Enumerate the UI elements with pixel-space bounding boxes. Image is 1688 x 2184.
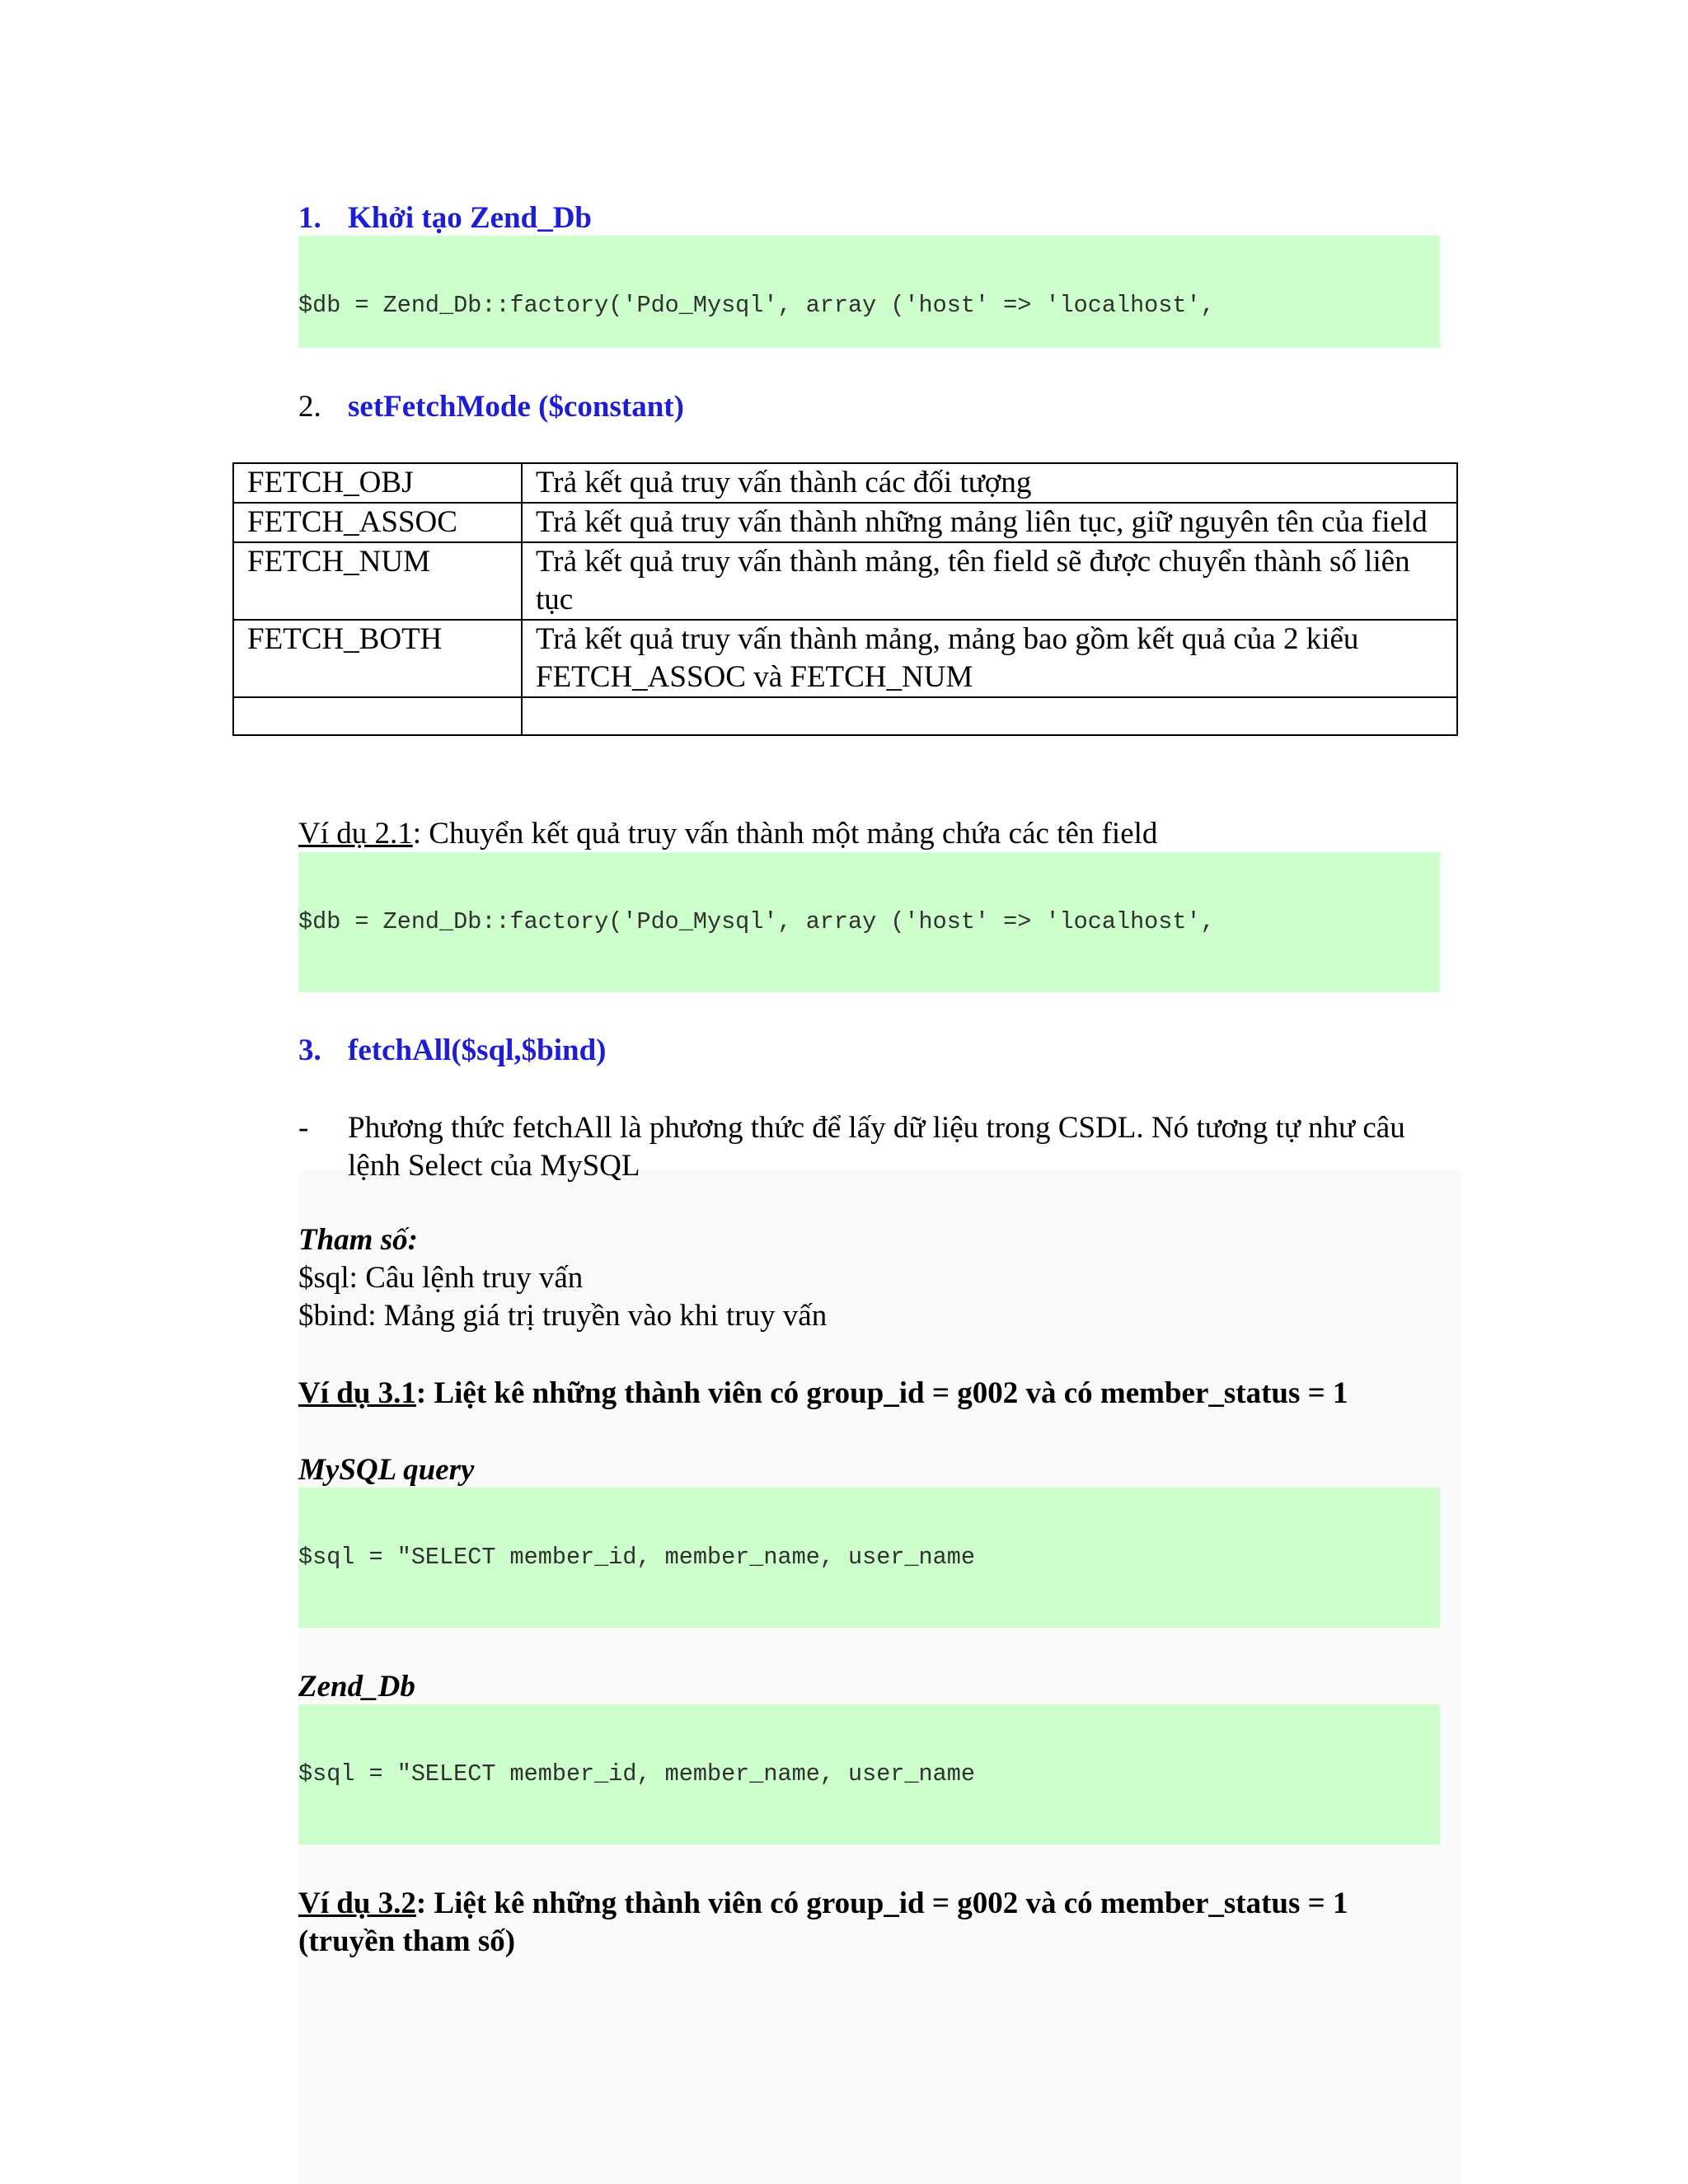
table-cell-description: Trả kết quả truy vấn thành mảng, mảng bao gồm kết quả của 2 kiểu FETCH_ASSOC và FETCH_NUM	[522, 620, 1457, 697]
table-row	[233, 463, 1457, 503]
bullet-text: Phương thức fetchAll là phương thức để lấy dữ liệu trong CSDL. Nó tương tự như câu lệnh Select của MySQL	[348, 1111, 1405, 1183]
section-3-heading	[298, 1033, 607, 1069]
table-cell-description: Trả kết quả truy vấn thành mảng, tên field sẽ được chuyển thành số liên tục	[522, 542, 1457, 620]
example-label: Ví dụ 2.1	[298, 817, 413, 851]
code-block-init	[298, 236, 1440, 348]
bullet-dash: -	[298, 1111, 309, 1145]
table-cell-description: Trả kết quả truy vấn thành các đối tượng	[522, 463, 1457, 503]
section-2-title: setFetchMode ($constant)	[348, 390, 684, 424]
example-2-1-caption	[298, 815, 1157, 853]
zend-db-title: Zend_Db	[298, 1670, 415, 1704]
fetch-mode-table	[232, 462, 1458, 736]
example-3-2-caption	[298, 1885, 1348, 1923]
table-row	[233, 620, 1457, 697]
section-2-number: 2.	[298, 390, 321, 424]
table-cell-constant: FETCH_NUM	[233, 542, 522, 620]
table-cell-constant	[233, 697, 522, 735]
example-label: Ví dụ 3.1	[298, 1376, 416, 1410]
table-cell-description: Trả kết quả truy vấn thành những mảng liên tục, giữ nguyên tên của field	[522, 503, 1457, 542]
param-bind: $bind: Mảng giá trị truyền vào khi truy vấn	[298, 1299, 828, 1333]
code-line: $sql = "SELECT member_id, member_name, user_name	[298, 1544, 975, 1571]
section-2-heading	[298, 389, 684, 425]
table-row	[233, 697, 1457, 735]
code-block-mysql-query	[298, 1488, 1440, 1628]
table-row	[233, 503, 1457, 542]
table-cell-constant: FETCH_OBJ	[233, 463, 522, 503]
table-cell-constant: FETCH_BOTH	[233, 620, 522, 697]
section-1-title: Khởi tạo Zend_Db	[348, 201, 592, 235]
code-line: $db = Zend_Db::factory('Pdo_Mysql', array ('host' => 'localhost',	[298, 292, 1215, 319]
param-sql: $sql: Câu lệnh truy vấn	[298, 1261, 584, 1295]
example-label: Ví dụ 3.2	[298, 1886, 416, 1920]
example-text: : Liệt kê những thành viên có group_id = g002 và có member_status = 1	[415, 1376, 1348, 1410]
example-text: : Chuyển kết quả truy vấn thành một mảng chứa các tên field	[412, 817, 1158, 851]
section-1-heading	[298, 200, 592, 237]
example-text: : Liệt kê những thành viên có group_id = g002 và có member_status = 1	[415, 1886, 1348, 1920]
section-1-number: 1.	[298, 201, 321, 235]
mysql-query-title: MySQL query	[298, 1453, 475, 1487]
code-block-zend-db	[298, 1704, 1440, 1844]
code-line: $sql = "SELECT member_id, member_name, user_name	[298, 1760, 975, 1788]
example-3-2-caption-line2: (truyền tham số)	[298, 1924, 516, 1958]
table-cell-constant: FETCH_ASSOC	[233, 503, 522, 542]
table-cell-description	[522, 697, 1457, 735]
section-3-title: fetchAll($sql,$bind)	[348, 1033, 607, 1067]
code-line: $db = Zend_Db::factory('Pdo_Mysql', array ('host' => 'localhost',	[298, 908, 1215, 935]
code-block-fetch-mode	[298, 852, 1440, 992]
params-title: Tham số:	[298, 1223, 418, 1257]
section-3-number: 3.	[298, 1033, 321, 1067]
table-row	[233, 542, 1457, 620]
example-3-1-caption	[298, 1375, 1348, 1413]
